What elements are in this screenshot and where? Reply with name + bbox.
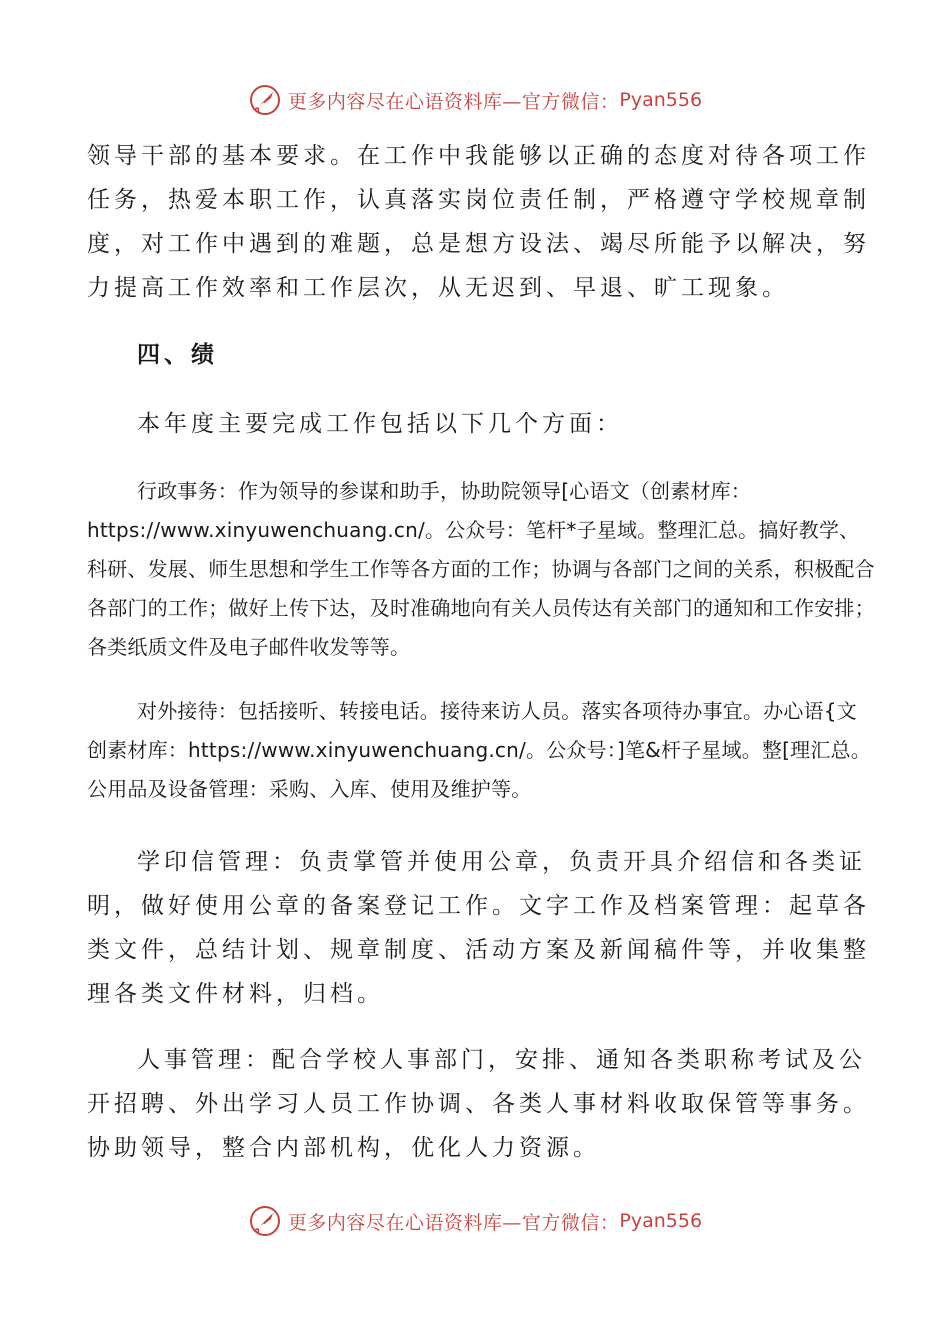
footer-banner (0, 1201, 950, 1241)
paragraph-3: 行政事务：作为领导的参谋和助手，协助院领导[心语文（创素材库：https://www.xinyuwenchuang.cn/。公众号：笔杆*子星域。整理汇总。搞好教学、科研、发展、师生思想和学生工作等各方面的工作；协调与各部门之间的关系，积极配合各部门的工作；做好上传下达，及时准确地向有关人员传达有关部门的通知和工作安排；各类纸质文件及电子邮件收发等等。 (87, 479, 875, 659)
section-heading: 四、绩 (137, 341, 218, 368)
banner-text: 更多内容尽在心语资料库—官方微信： (287, 90, 620, 113)
header-banner (0, 80, 950, 120)
paragraph-4: 对外接待：包括接听、转接电话。接待来访人员。落实各项待办事宜。办心语{文创素材库：https://www.xinyuwenchuang.cn/。公众号：]笔&杆子星域。整[理汇总。公用品及设备管理：采购、入库、使用及维护等。 (87, 699, 871, 801)
quill-logo-icon (248, 1204, 282, 1238)
banner-wechat-id: Pyan556 (619, 1210, 703, 1232)
banner-text: 更多内容尽在心语资料库—官方微信： (287, 1211, 620, 1234)
paragraph-1: 领导干部的基本要求。在工作中我能够以正确的态度对待各项工作任务，热爱本职工作，认真落实岗位责任制，严格遵守学校规章制度，对工作中遇到的难题，总是想方设法、竭尽所能予以解决，努力提高工作效率和工作层次，从无迟到、早退、旷工现象。 (87, 143, 870, 301)
banner-wechat-id: Pyan556 (619, 89, 703, 111)
paragraph-6: 人事管理：配合学校人事部门，安排、通知各类职称考试及公开招聘、外出学习人员工作协调、各类人事材料收取保管等事务。协助领导，整合内部机构，优化人力资源。 (87, 1047, 870, 1161)
paragraph-5: 学印信管理：负责掌管并使用公章，负责开具介绍信和各类证明，做好使用公章的备案登记工作。文字工作及档案管理：起草各类文件，总结计划、规章制度、活动方案及新闻稿件等，并收集整理各类文件材料，归档。 (87, 849, 870, 1007)
paragraph-2: 本年度主要完成工作包括以下几个方面： (137, 411, 623, 437)
quill-logo-icon (248, 83, 282, 117)
